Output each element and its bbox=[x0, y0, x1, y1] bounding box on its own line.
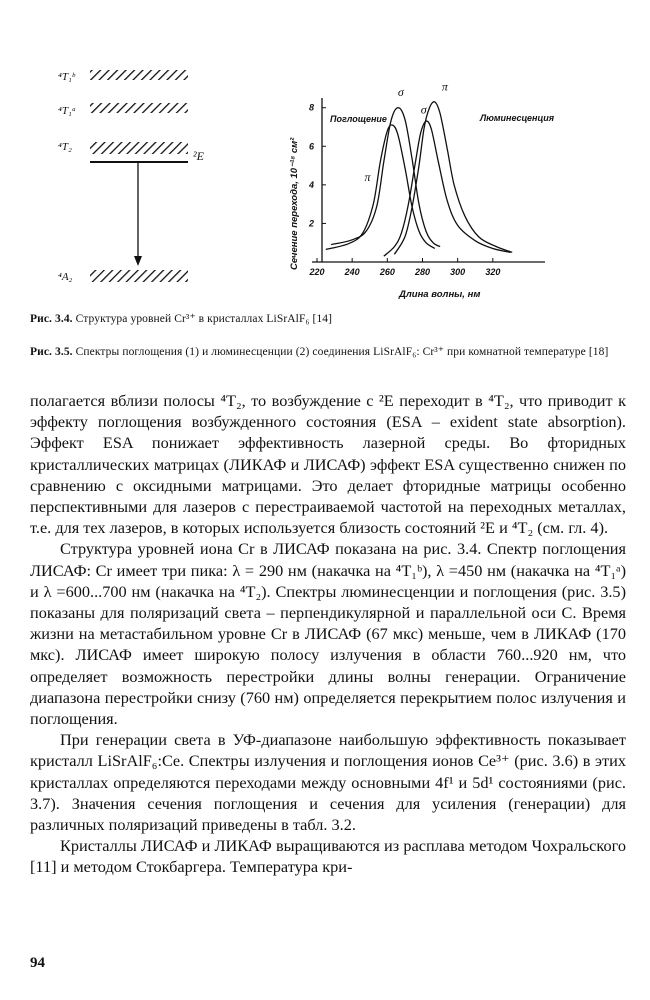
curve-label-luminescence-pi: π bbox=[441, 79, 448, 94]
curve-label-absorption-pi: π bbox=[364, 170, 371, 184]
level-label-a2: ⁴A₂ bbox=[58, 271, 73, 283]
x-tick-label-0: 220 bbox=[309, 267, 325, 277]
page-number: 94 bbox=[30, 955, 45, 971]
curve-label-absorption-sigma: σ bbox=[397, 85, 404, 100]
annotation-luminescence: Люминесценция bbox=[480, 113, 555, 123]
y-tick-label-1: 4 bbox=[308, 179, 314, 190]
y-tick-label-0: 2 bbox=[308, 218, 314, 229]
paragraph-2: Структура уровней иона Cr в ЛИСАФ показана на рис. 3.4. Спектр поглощения ЛИСАФ: Cr имеет три пика: λ = 290 нм (накачка на ⁴T₁ᵇ), λ =450 нм (накачка на ⁴T₁ᵃ) и λ =600...700 нм (накачка на ⁴T₂). Спектры люминесценции и поглощения (рис. 3.5) показаны для поляризаций света – перпендикулярной и параллельной оси C. Время жизни на метастабильном уровне Cr в ЛИСАФ (67 мкс) меньше, чем в ЛИКАФ (170 мкс). ЛИСАФ имеет широкую полосу излучения в области 760...920 нм, что определяет возможность перестройки длины волны генерации. Ограничение диапазона перестройки снизу (760 нм) определяется перекрытием полос излучения и поглощения. bbox=[30, 539, 626, 729]
level-band-t2 bbox=[90, 142, 188, 154]
level-label-e: ²E bbox=[193, 149, 204, 163]
figure-3-4-caption-label: Рис. 3.4. bbox=[30, 313, 73, 325]
spectra-chart bbox=[289, 79, 555, 300]
transition-arrowhead bbox=[134, 256, 142, 266]
level-band-a2 bbox=[90, 270, 188, 282]
level-band-t1b bbox=[90, 70, 188, 80]
energy-level-diagram bbox=[58, 70, 205, 283]
y-tick-label-2: 6 bbox=[308, 141, 314, 152]
level-label-t1b: ⁴T₁ᵇ bbox=[58, 71, 75, 83]
figures bbox=[0, 0, 650, 300]
level-band-t1a bbox=[90, 103, 188, 113]
curve-label-luminescence-sigma: σ bbox=[420, 102, 427, 117]
y-axis-title: Сечение перехода, 10⁻¹⁸ см² bbox=[289, 137, 300, 270]
figure-3-4-caption-text: Структура уровней Cr³⁺ в кристаллах LiSrAlF₆ [14] bbox=[75, 313, 333, 325]
series-line-3 bbox=[394, 102, 512, 255]
level-label-t2: ⁴T₂ bbox=[58, 141, 72, 153]
series-line-2 bbox=[384, 121, 511, 256]
figure-3-5-caption-text: Спектры поглощения (1) и люминесценции (2) соединения LiSrAlF₆: Cr³⁺ при комнатной температуре [18] bbox=[75, 346, 609, 358]
x-axis-title: Длина волны, нм bbox=[399, 289, 481, 300]
x-tick-label-2: 260 bbox=[379, 267, 395, 277]
x-tick-label-1: 240 bbox=[344, 267, 360, 277]
figure-3-5-caption bbox=[30, 345, 626, 360]
y-tick-label-3: 8 bbox=[308, 102, 314, 113]
x-tick-label-5: 320 bbox=[485, 267, 501, 277]
level-label-t1a: ⁴T₁ᵃ bbox=[58, 105, 77, 117]
figure-3-4-caption bbox=[30, 312, 626, 327]
x-tick-label-4: 300 bbox=[450, 267, 466, 277]
annotation-absorption: Поглощение bbox=[330, 114, 387, 124]
paragraph-1: полагается вблизи полосы ⁴T₂, то возбуждение с ²E переходит в ⁴T₂, что приводит к эффекту поглощения возбужденного состояния (ESA – exident state absorption). Эффект ESA понижает эффективность лазерной среды. Во фторидных кристаллических матрицах (ЛИКАФ и ЛИСАФ) эффект ESA существенно снижен по сравнению с оксидными матрицами. Это делает фторидные матрицы особенно перспективными для лазеров с перестраиваемой частотой на переходных металлах, т.е. для тех лазеров, в которых используется близость состояний ²E и ⁴T₂ (см. гл. 4). bbox=[30, 391, 626, 538]
figure-3-5-caption-label: Рис. 3.5. bbox=[30, 346, 73, 358]
x-tick-label-3: 280 bbox=[414, 267, 431, 277]
paragraph-3: При генерации света в УФ-диапазоне наибольшую эффективность показывает кристалл LiSrAlF₆:Ce. Спектры излучения и поглощения ионов Ce³⁺ (рис. 3.6) в этих кристаллах определяются переходами между основными 4f¹ и 5d¹ состояниями (рис. 3.7). Значения сечения поглощения и сечения для усиления (генерации) для различных поляризаций приведены в табл. 3.2. bbox=[30, 730, 626, 835]
body-text bbox=[30, 390, 626, 878]
paragraph-4: Кристаллы ЛИСАФ и ЛИКАФ выращиваются из расплава методом Чохральского [11] и методом Стокбаргера. Температура кри- bbox=[30, 836, 626, 877]
